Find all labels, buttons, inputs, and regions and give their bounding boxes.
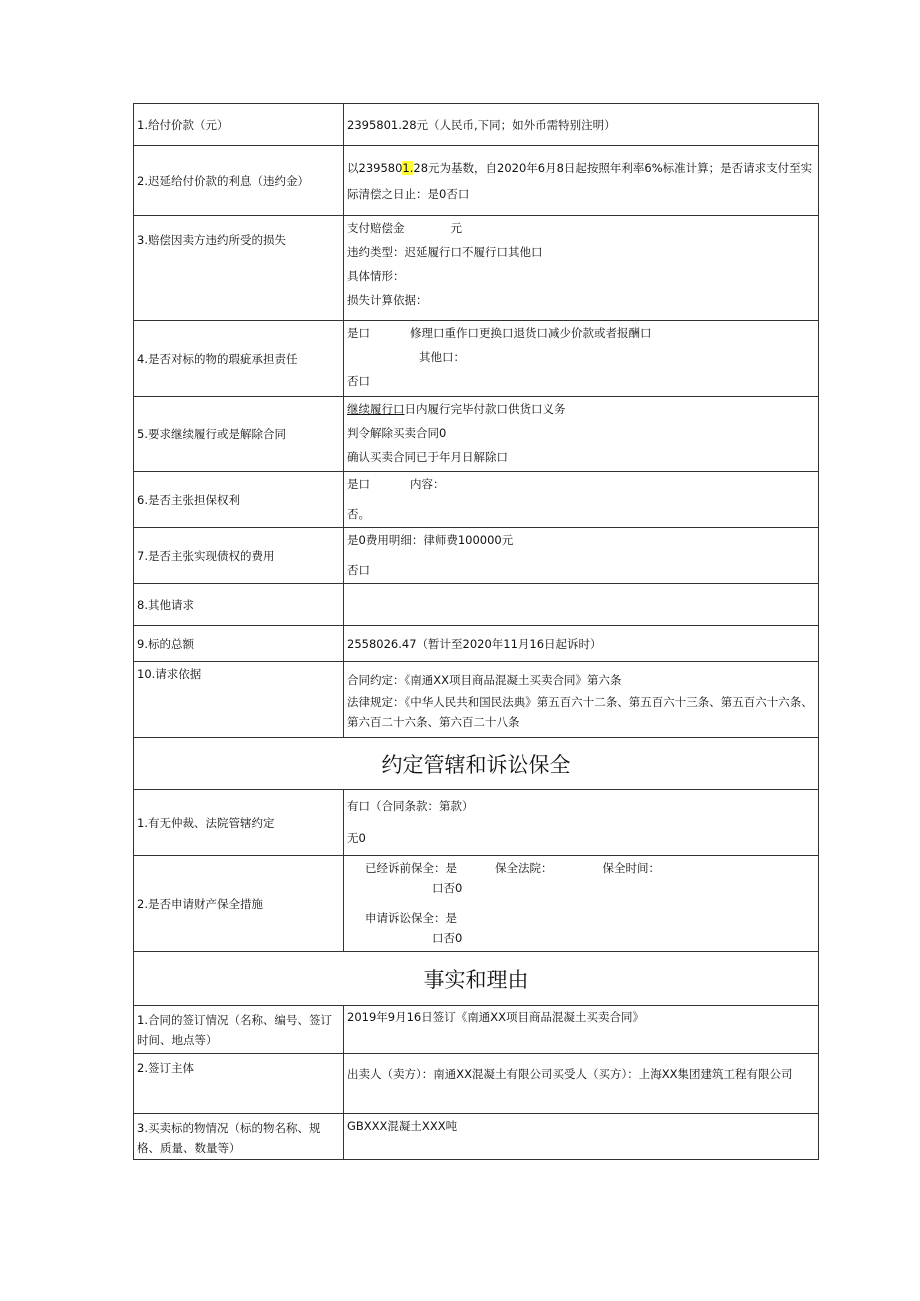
continue-performance: 继续履行口	[347, 402, 405, 416]
label-preservation: 2.是否申请财产保全措施	[134, 856, 344, 952]
section-title-facts: 事实和理由	[134, 952, 819, 1006]
value-defect	[344, 321, 819, 397]
performance-rest: 日内履行完毕付款口供货口义务	[404, 402, 566, 416]
label-interest: 2.迟延给付价款的利息（违约金）	[134, 146, 344, 216]
row-performance	[134, 397, 819, 472]
rescind-contract: 判令解除买卖合同0	[347, 426, 447, 440]
value-preservation	[344, 856, 819, 952]
value-costs	[344, 528, 819, 584]
parties-text: 出卖人（卖方）：南通XX混凝土有限公司买受人（买方）：上海XX集团建筑工程有限公司	[347, 1067, 793, 1081]
damages-line-3: 具体情形：	[347, 269, 405, 283]
row-damages	[134, 216, 819, 321]
arbitration-yes: 有口（合同条款：第款）	[347, 799, 474, 813]
label-basis: 10.请求依据	[134, 662, 344, 738]
row-total	[134, 626, 819, 662]
form-table	[133, 103, 819, 1160]
row-interest	[134, 146, 819, 216]
row-preservation	[134, 856, 819, 952]
interest-text-pre: 以239580	[347, 160, 403, 175]
pre-preservation-no: 口否0	[432, 881, 463, 895]
basis-law: 法律规定：《中华人民共和国民法典》第五百六十二条、第五百六十三条、第五百六十六条、第六百二十六条、第六百二十八条	[347, 695, 813, 729]
arbitration-no: 无0	[347, 831, 366, 845]
value-arbitration	[344, 790, 819, 856]
row-payment	[134, 104, 819, 146]
label-signing: 1.合同的签订情况（名称、编号、签订时间、地点等）	[134, 1006, 344, 1054]
value-parties	[344, 1054, 819, 1114]
label-parties: 2.签订主体	[134, 1054, 344, 1114]
costs-yes: 是0费用明细：律师费100000元	[347, 533, 514, 547]
label-guarantee: 6.是否主张担保权利	[134, 472, 344, 528]
value-signing	[344, 1006, 819, 1054]
complaint-form	[133, 103, 819, 1160]
label-goods: 3.买卖标的物情况（标的物名称、规格、质量、数量等）	[134, 1114, 344, 1160]
value-goods	[344, 1114, 819, 1160]
row-other	[134, 584, 819, 626]
label-costs: 7.是否主张实现债权的费用	[134, 528, 344, 584]
basis-contract: 合同约定：《南通XX项目商品混凝土买卖合同》第六条	[347, 673, 622, 687]
signing-text: 2019年9月16日签订《南通XX项目商品混凝土买卖合同》	[347, 1010, 644, 1024]
preservation-time: 保全时间：	[602, 861, 660, 875]
defect-options: 修理口重作口更换口退货口减少价款或者报酬口	[410, 326, 652, 340]
label-payment: 1.给付价款（元）	[134, 104, 344, 146]
section-title-jurisdiction: 约定管辖和诉讼保全	[134, 738, 819, 790]
guarantee-yes: 是口	[347, 477, 370, 491]
preservation-court: 保全法院：	[495, 861, 553, 875]
litigation-preservation-no: 口否0	[432, 931, 463, 945]
label-total: 9.标的总额	[134, 626, 344, 662]
label-performance: 5.要求继续履行或是解除合同	[134, 397, 344, 472]
defect-yes: 是口	[347, 326, 370, 340]
highlight-mark: 1.	[402, 160, 414, 175]
goods-text: GBXXX混凝土XXX吨	[347, 1119, 458, 1133]
guarantee-content: 内容：	[410, 477, 445, 491]
value-payment: 2395801.28元（人民币,下同；如外币需特别注明）	[344, 104, 819, 146]
row-signing	[134, 1006, 819, 1054]
row-parties	[134, 1054, 819, 1114]
row-costs	[134, 528, 819, 584]
value-performance	[344, 397, 819, 472]
value-damages	[344, 216, 819, 321]
costs-no: 否口	[347, 563, 370, 577]
value-total: 2558026.47（暂计至2020年11月16日起诉时）	[344, 626, 819, 662]
value-basis	[344, 662, 819, 738]
interest-text-post: 28元为基数，自2020年6月8日起按照年利率6%标准计算；是否请求支付至实际清偿之日止：是0否口	[347, 160, 813, 201]
value-guarantee	[344, 472, 819, 528]
defect-other: 其他口：	[419, 350, 465, 364]
value-interest	[344, 146, 819, 216]
row-guarantee	[134, 472, 819, 528]
row-defect	[134, 321, 819, 397]
label-defect: 4.是否对标的物的瑕疵承担责任	[134, 321, 344, 397]
damages-line-4: 损失计算依据：	[347, 293, 428, 307]
label-other: 8.其他请求	[134, 584, 344, 626]
row-basis	[134, 662, 819, 738]
confirm-rescinded: 确认买卖合同已于年月日解除口	[347, 450, 508, 464]
row-arbitration	[134, 790, 819, 856]
guarantee-no: 否。	[347, 507, 370, 521]
pre-preservation: 已经诉前保全：是	[365, 861, 457, 875]
damages-line-1: 支付赔偿金 元	[347, 221, 462, 235]
row-section-facts	[134, 952, 819, 1006]
damages-line-2: 违约类型：迟延履行口不履行口其他口	[347, 245, 543, 259]
row-section-jurisdiction	[134, 738, 819, 790]
litigation-preservation: 申请诉讼保全：是	[365, 911, 457, 925]
label-arbitration: 1.有无仲裁、法院管辖约定	[134, 790, 344, 856]
label-damages: 3.赔偿因卖方违约所受的损失	[134, 216, 344, 321]
row-goods	[134, 1114, 819, 1160]
defect-no: 否口	[347, 374, 370, 388]
value-other	[344, 584, 819, 626]
